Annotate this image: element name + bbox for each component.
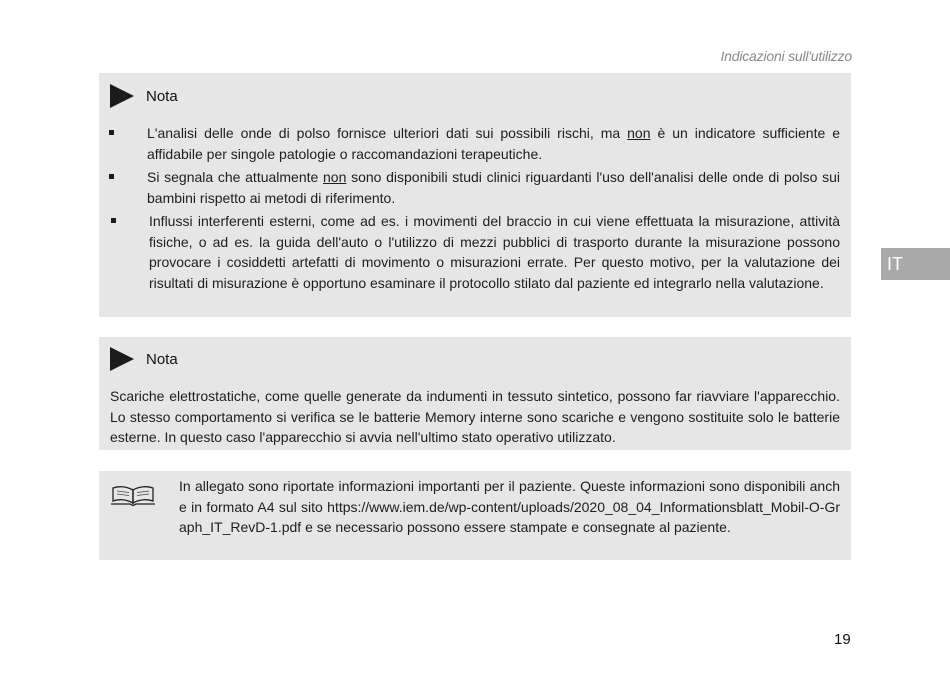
list-item — [99, 123, 851, 164]
language-tab: IT — [881, 248, 950, 280]
bullet-text-emphasis: non — [323, 169, 347, 185]
header-title: Indicazioni sull'utilizzo — [720, 48, 852, 64]
note-box-1 — [99, 73, 851, 317]
bullet-text: Influssi interferenti esterni, come ad es. i movimenti del braccio in cui viene effettuata la misurazione, attività fisiche, o ad es. la guida dell'auto o l'utilizzo di mezzi pubblici di trasporto durante la misurazione possono provocare i cosiddetti artefatti di movimento o misurazioni errate. Per questo motivo, per la valutazione dei risultati di misurazione è opportuno esaminare il protocollo stilato dal paziente ed integrarlo nella valutazione. — [149, 213, 840, 291]
note-box-2 — [99, 337, 851, 450]
bullet-square-icon — [109, 174, 114, 179]
bullet-text-start: L'analisi delle onde di polso fornisce ulteriori dati sui possibili rischi, ma — [147, 125, 628, 141]
bullet-text-end: è un indicatore sufficiente e affidabile per singole patologie o raccomandazioni terapeutiche. — [147, 125, 841, 162]
bullet-text-emphasis: non — [627, 125, 651, 141]
bullet-square-icon — [111, 218, 116, 223]
list-item — [99, 167, 851, 208]
book-icon — [110, 485, 156, 507]
note-triangle-icon — [110, 347, 134, 371]
note-label: Nota — [146, 87, 178, 105]
bullet-text-start: Si segnala che attualmente — [147, 169, 324, 185]
note-heading — [110, 84, 178, 108]
bullet-list — [99, 123, 851, 296]
note-triangle-icon — [110, 84, 134, 108]
bullet-square-icon — [109, 130, 114, 135]
note-heading — [110, 347, 178, 371]
info-text: In allegato sono riportate informazioni importanti per il paziente. Queste informazioni sono disponibili anche in formato A4 sul sito https://www.iem.de/wp-content/uploads/2020_08_04_Informationsblatt_Mobil-O-Graph_IT_RevD-1.pdf e se necessario possono essere stampate e consegnate al paziente. — [179, 478, 840, 535]
page-number: 19 — [834, 631, 851, 648]
list-item — [99, 211, 851, 293]
note-label: Nota — [146, 350, 178, 368]
info-box — [99, 471, 851, 560]
bullet-text-end: sono disponibili studi clinici riguardanti l'uso dell'analisi delle onde di polso sui bambini rispetto ai metodi di riferimento. — [147, 169, 841, 206]
note-text: Scariche elettrostatiche, come quelle generate da indumenti in tessuto sintetico, possono far riavviare l'apparecchio. Lo stesso comportamento si verifica se le batterie Memory interne sono scariche e vengono sostituite solo le batterie esterne. In questo caso l'apparecchio si avvia nell'ultimo stato operativo utilizzato. — [110, 388, 840, 445]
